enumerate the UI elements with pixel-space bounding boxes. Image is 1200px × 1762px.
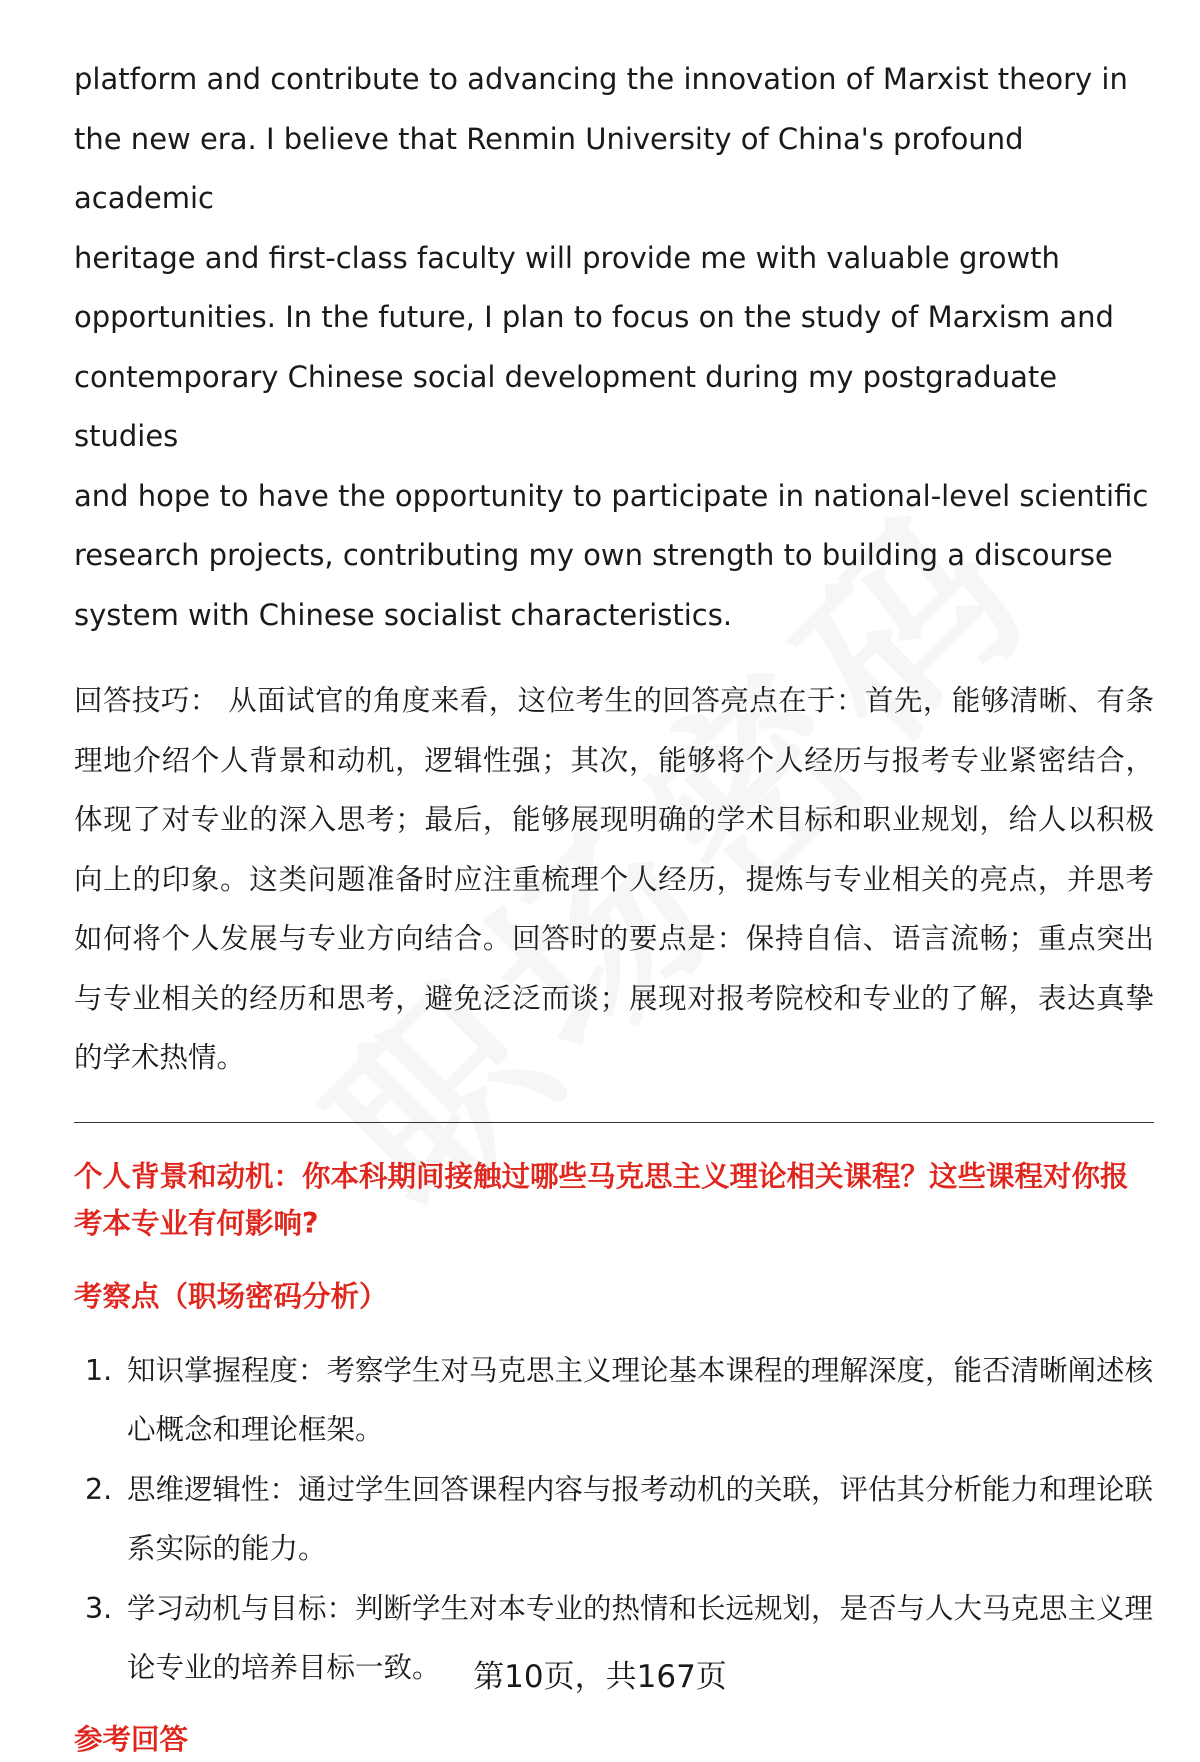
english-line: the new era. I believe that Renmin University of China's profound academic bbox=[74, 121, 1024, 215]
assessment-list bbox=[74, 1341, 1154, 1698]
question-heading: 个人背景和动机：你本科期间接触过哪些马克思主义理论相关课程？这些课程对你报考本专业有何影响? bbox=[74, 1159, 1129, 1240]
english-line: platform and contribute to advancing the innovation of Marxist theory in bbox=[74, 62, 1128, 96]
english-line: contemporary Chinese social development during my postgraduate studies bbox=[74, 359, 1058, 453]
list-item-text: 思维逻辑性：通过学生回答课程内容与报考动机的关联，评估其分析能力和理论联系实际的能力。 bbox=[127, 1472, 1154, 1565]
list-item-number: 2. bbox=[85, 1472, 113, 1506]
list-item-text: 学习动机与目标：判断学生对本专业的热情和长远规划，是否与人大马克思主义理论专业的培养目标一致。 bbox=[127, 1591, 1154, 1684]
answer-tips-paragraph: 回答技巧： 从面试官的角度来看，这位考生的回答亮点在于：首先，能够清晰、有条理地介绍个人背景和动机，逻辑性强；其次，能够将个人经历与报考专业紧密结合，体现了对专业的深入思考；最后，能够展现明确的学术目标和职业规划，给人以积极向上的印象。这类问题准备时应注重梳理个人经历，提炼与专业相关的亮点，并思考如何将个人发展与专业方向结合。回答时的要点是：保持自信、语言流畅；重点突出与专业相关的经历和思考，避免泛泛而谈；展现对报考院校和专业的了解，表达真挚的学术热情。 bbox=[74, 684, 1154, 1074]
english-line: research projects, contributing my own strength to building a discourse bbox=[74, 538, 1113, 572]
english-answer-paragraph bbox=[74, 50, 1154, 645]
list-item bbox=[74, 1460, 1154, 1579]
list-item-number: 3. bbox=[85, 1591, 113, 1625]
page-content bbox=[74, 50, 1154, 1762]
list-item-number: 1. bbox=[85, 1353, 113, 1387]
section-divider bbox=[74, 1122, 1154, 1123]
list-item bbox=[74, 1341, 1154, 1460]
assessment-heading: 考察点（职场密码分析） bbox=[74, 1279, 388, 1313]
english-line: heritage and first-class faculty will provide me with valuable growth bbox=[74, 240, 1060, 275]
list-item-text: 知识掌握程度：考察学生对马克思主义理论基本课程的理解深度，能否清晰阐述核心概念和理论框架。 bbox=[127, 1353, 1154, 1446]
page-number-footer: 第10页，共167页 bbox=[473, 1659, 727, 1695]
english-line: system with Chinese socialist characteristics. bbox=[74, 597, 733, 632]
english-line: and hope to have the opportunity to participate in national-level scientific bbox=[74, 478, 1149, 513]
english-line: opportunities. In the future, I plan to focus on the study of Marxism and bbox=[74, 300, 1114, 334]
reference-answer-heading: 参考回答 bbox=[74, 1722, 189, 1756]
